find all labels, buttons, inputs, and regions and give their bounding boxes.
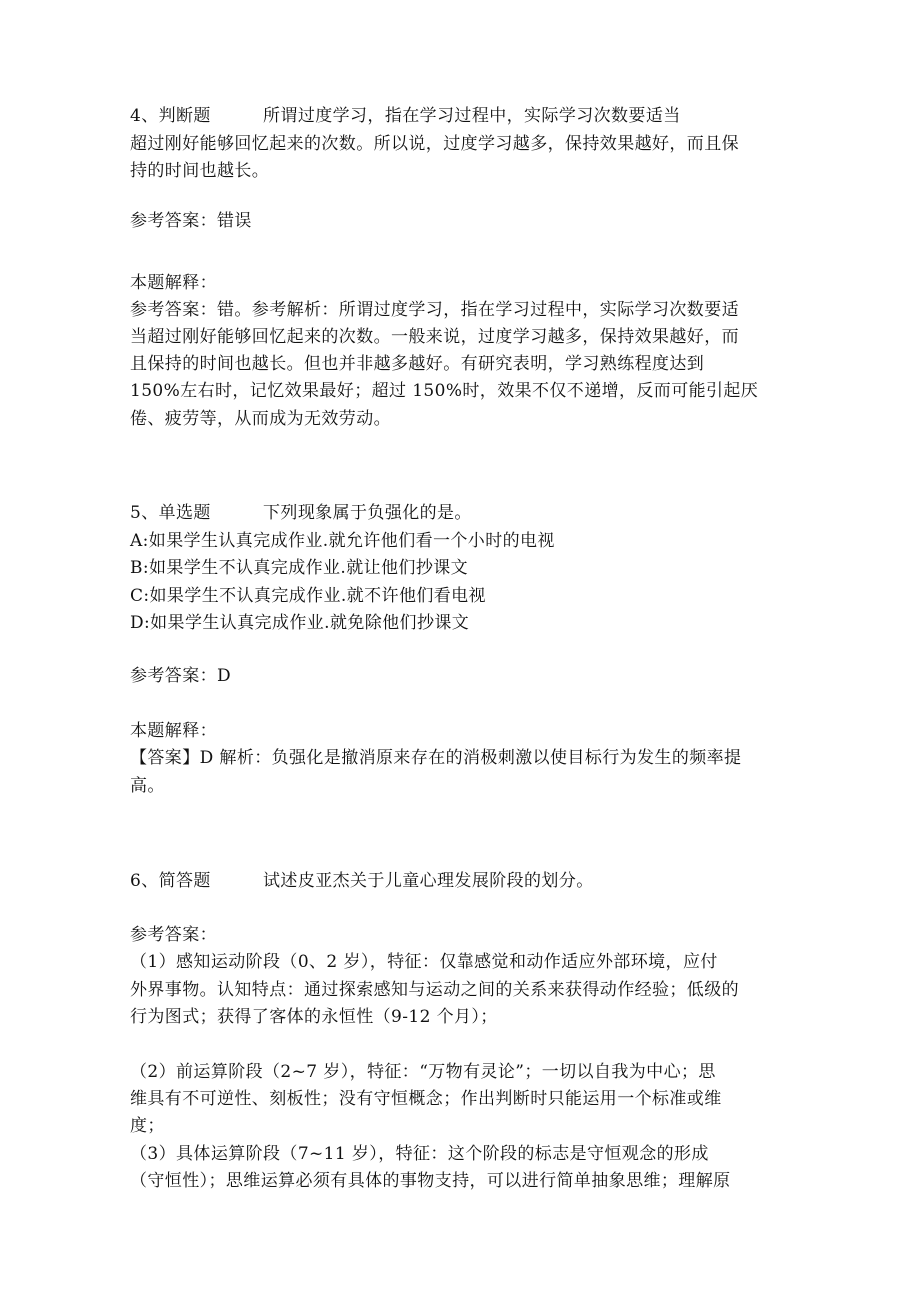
- q6-stage1-line-2: 外界事物。认知特点：通过探索感知与运动之间的关系来获得动作经验；低级的: [130, 980, 739, 1000]
- q6-answer-label: 参考答案：: [130, 925, 217, 945]
- q6-stage2-line-1: （2）前运算阶段（2~7 岁），特征：“万物有灵论”；一切以自我为中心；思: [130, 1062, 716, 1082]
- q4-explanation-line-4: 150%左右时，记忆效果最好；超过 150%时，效果不仅不递增，反而可能引起厌: [130, 381, 759, 401]
- q4-body-line-1: 超过刚好能够回忆起来的次数。所以说，过度学习越多，保持效果越好，而且保: [130, 134, 739, 154]
- q4-answer: 参考答案：错误: [130, 211, 252, 231]
- q6-stage2-line-2: 维具有不可逆性、刻板性；没有守恒概念；作出判断时只能运用一个标准或维: [130, 1089, 722, 1109]
- q6-stage1-line-1: （1）感知运动阶段（0、2 岁），特征：仅靠感觉和动作适应外部环境，应付: [130, 952, 718, 972]
- q5-explanation-line-1: 【答案】D 解析：负强化是撤消原来存在的消极刺激以使目标行为发生的频率提: [130, 748, 742, 768]
- q6-stage3-line-2: （守恒性）；思维运算必须有具体的事物支持，可以进行简单抽象思维；理解原: [130, 1171, 731, 1191]
- q4-explanation-line-3: 且保持的时间也越长。但也并非越多越好。有研究表明，学习熟练程度达到: [130, 354, 705, 374]
- q6-header: 6、简答题 试述皮亚杰关于儿童心理发展阶段的划分。: [130, 871, 594, 891]
- q5-answer: 参考答案：D: [130, 666, 232, 686]
- q6-stage1-line-3: 行为图式；获得了客体的永恒性（9-12 个月）；: [130, 1007, 498, 1027]
- q5-explanation-label: 本题解释：: [130, 721, 217, 741]
- q6-stage3-line-1: （3）具体运算阶段（7~11 岁），特征：这个阶段的标志是守恒观念的形成: [130, 1144, 709, 1164]
- q4-explanation-line-1: 参考答案：错。参考解析：所谓过度学习，指在学习过程中，实际学习次数要适: [130, 300, 739, 320]
- q5-option-b: B:如果学生不认真完成作业.就让他们抄课文: [130, 558, 469, 578]
- q4-explanation-line-2: 当超过刚好能够回忆起来的次数。一般来说，过度学习越多，保持效果越好，而: [130, 327, 739, 347]
- q5-option-c: C:如果学生不认真完成作业.就不许他们看电视: [130, 586, 486, 606]
- q4-explanation-line-5: 倦、疲劳等，从而成为无效劳动。: [130, 409, 391, 429]
- q5-header: 5、单选题 下列现象属于负强化的是。: [130, 503, 472, 523]
- q5-option-d: D:如果学生认真完成作业.就免除他们抄课文: [130, 613, 470, 633]
- q4-body-line-2: 持的时间也越长。: [130, 161, 270, 181]
- q4-explanation-label: 本题解释：: [130, 273, 217, 293]
- q5-explanation-line-2: 高。: [130, 776, 165, 796]
- q6-stage2-line-3: 度；: [130, 1116, 165, 1136]
- q5-option-a: A:如果学生认真完成作业.就允许他们看一个小时的电视: [130, 531, 555, 551]
- q4-header: 4、判断题 所谓过度学习，指在学习过程中，实际学习次数要适当: [130, 106, 681, 126]
